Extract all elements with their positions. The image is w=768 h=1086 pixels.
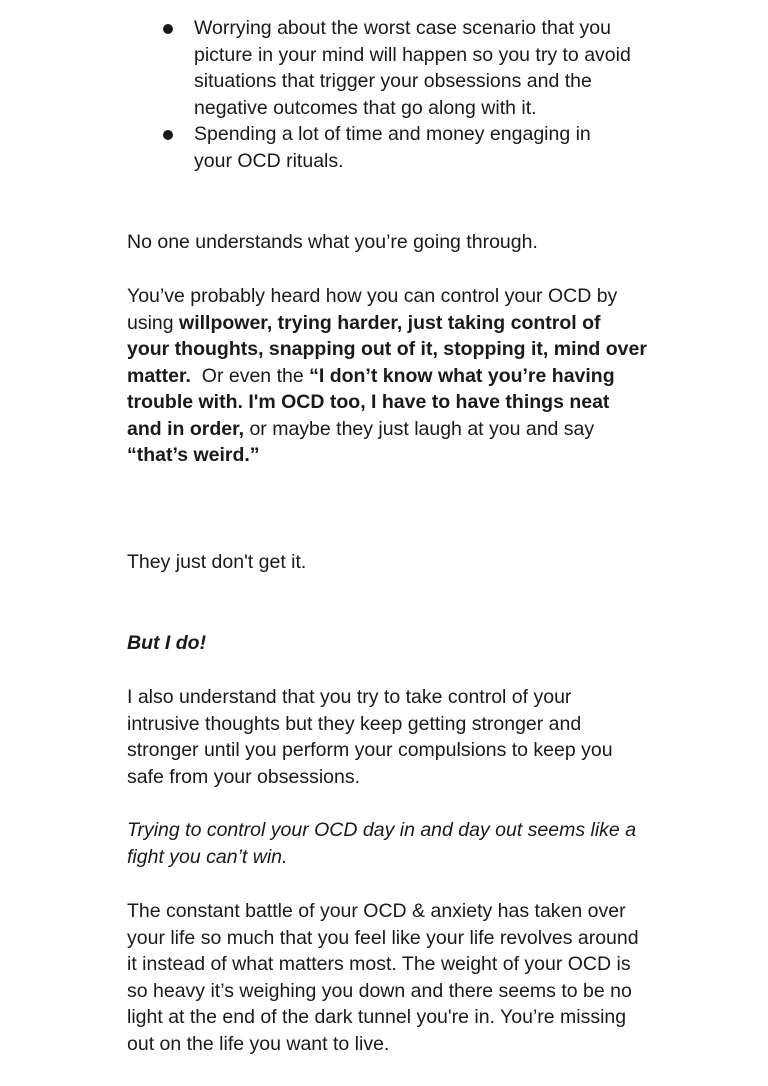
bold-run: willpower, trying harder, just taking control of your thoughts, snapping out of it, stopping it, mind over matter. <box>127 311 647 387</box>
cropped-text-line <box>300 0 360 2</box>
paragraph-also-understand: I also understand that you try to take control of your intrusive thoughts but they keep getting stronger and stronger until you perform your compulsions to keep you safe from your obsessions. <box>127 686 613 788</box>
bullet-list <box>161 15 631 174</box>
bullet-text: Worrying about the worst case scenario that you picture in your mind will happen so you try to avoid situations that trigger your obsessions and the negative outcomes that go along with it. <box>194 17 631 119</box>
paragraph-but-i-do: But I do! <box>127 632 207 654</box>
bullet-dot-icon <box>163 24 173 34</box>
paragraph-dont-get-it: They just don't get it. <box>127 551 307 573</box>
bold-run: “I don’t know what you’re having trouble with. I'm OCD too, I have to have things neat and in order, <box>127 364 615 440</box>
paragraph-no-one-understands: No one understands what you’re going through. <box>127 231 538 253</box>
text-run: or maybe they just laugh at you and say <box>244 417 595 440</box>
bold-run: “that’s weird.” <box>127 444 260 466</box>
paragraph-probably-heard <box>127 283 647 469</box>
text-run: Or even the <box>190 364 310 387</box>
bullet-item <box>161 121 631 174</box>
bullet-item <box>161 15 631 121</box>
text-run: You’ve probably heard how you can control your OCD by using <box>127 285 618 334</box>
bullet-text: Spending a lot of time and money engaging in your OCD rituals. <box>194 123 591 172</box>
paragraph-constant-battle: The constant battle of your OCD & anxiety has taken over your life so much that you feel like your life revolves around it instead of what matters most. The weight of your OCD is so heavy it’s weighing you down and there seems to be no light at the end of the dark tunnel you're in. You’re missing out on the life you want to live. <box>127 900 639 1055</box>
paragraph-fight-you-cant-win: Trying to control your OCD day in and day out seems like a fight you can’t win. <box>127 819 637 868</box>
bullet-dot-icon <box>163 130 173 140</box>
